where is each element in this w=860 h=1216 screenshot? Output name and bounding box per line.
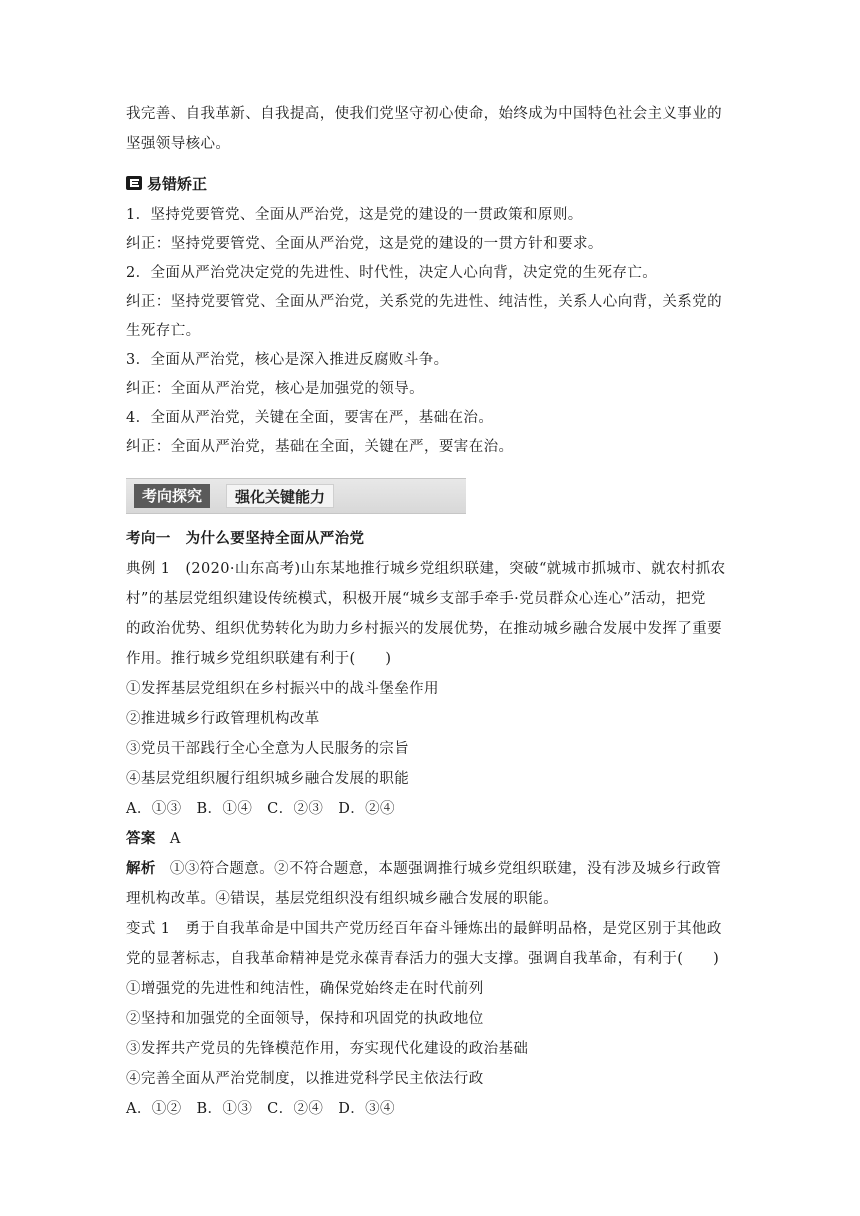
variant-line-2: 党的显著标志，自我革命精神是党永葆青春活力的强大支撑。强调自我革命，有利于( ): [126, 951, 720, 967]
example-option-3: ③党员干部践行全心全意为人民服务的宗旨: [126, 741, 410, 757]
answer-row: [126, 829, 746, 849]
banner-label: 考向探究: [134, 484, 210, 508]
variant-line-1: 变式 1 勇于自我革命是中国共产党历经百年奋斗锤炼出的最鲜明品格，是党区别于其他政: [126, 921, 722, 937]
correction-2-line-2: 生死存亡。: [126, 323, 201, 339]
example-option-1: ①发挥基层党组织在乡村振兴中的战斗堡垒作用: [126, 681, 439, 697]
example-line-2: 村”的基层党组织建设传统模式，积极开展“城乡支部手牵手·党员群众心连心”活动，把党: [126, 591, 706, 607]
example-line-1: 典例 1 (2020·山东高考)山东某地推行城乡党组织联建，突破“就城市抓城市、就农村抓农: [126, 561, 726, 577]
error-correction-title: 易错矫正: [147, 174, 208, 193]
error-correction-heading: [126, 173, 207, 193]
section-banner: [126, 478, 466, 514]
variant-option-2: ②坚持和加强党的全面领导，保持和巩固党的执政地位: [126, 1011, 484, 1027]
analysis-line-1: ①③符合题意。②不符合题意，本题强调推行城乡党组织联建，没有涉及城乡行政管: [169, 861, 722, 877]
correction-4: 纠正：全面从严治党，基础在全面，关键在严，要害在治。: [126, 439, 514, 455]
example-choices: A．①③ B．①④ C．②③ D．②④: [126, 801, 395, 817]
intro-line-1: 我完善、自我革新、自我提高，使我们党坚守初心使命，始终成为中国特色社会主义事业的: [126, 106, 722, 122]
direction-1-title: 考向一 为什么要坚持全面从严治党: [126, 531, 365, 547]
analysis-label: 解析: [126, 861, 156, 877]
variant-option-4: ④完善全面从严治党制度，以推进党科学民主依法行政: [126, 1071, 484, 1087]
correction-3: 纠正：全面从严治党，核心是加强党的领导。: [126, 381, 424, 397]
analysis-line-2: 理机构改革。④错误，基层党组织没有组织城乡融合发展的职能。: [126, 891, 559, 907]
intro-line-2: 坚强领导核心。: [126, 136, 231, 152]
correction-1: 纠正：坚持党要管党、全面从严治党，这是党的建设的一贯方针和要求。: [126, 236, 603, 252]
error-item-3: 3．全面从严治党，核心是深入推进反腐败斗争。: [126, 352, 449, 368]
error-item-4: 4．全面从严治党，关键在全面，要害在严，基础在治。: [126, 410, 494, 426]
error-item-1: 1．坚持党要管党、全面从严治党，这是党的建设的一贯政策和原则。: [126, 207, 583, 223]
example-option-4: ④基层党组织履行组织城乡融合发展的职能: [126, 771, 410, 787]
banner-subtitle: 强化关键能力: [226, 484, 334, 508]
answer-label: 答案: [126, 831, 156, 847]
variant-choices: A．①② B．①③ C．②④ D．③④: [126, 1101, 395, 1117]
variant-option-3: ③发挥共产党员的先锋模范作用，夯实现代化建设的政治基础: [126, 1041, 529, 1057]
analysis-row: [126, 859, 746, 879]
example-line-3: 的政治优势、组织优势转化为助力乡村振兴的发展优势，在推动城乡融合发展中发挥了重要: [126, 621, 722, 637]
correction-2-line-1: 纠正：坚持党要管党、全面从严治党，关系党的先进性、纯洁性，关系人心向背，关系党的: [126, 294, 722, 310]
example-line-4: 作用。推行城乡党组织联建有利于( ): [126, 651, 392, 667]
variant-option-1: ①增强党的先进性和纯洁性，确保党始终走在时代前列: [126, 981, 484, 997]
answer-value: A: [169, 831, 181, 847]
error-item-2: 2．全面从严治党决定党的先进性、时代性，决定人心向背，决定党的生死存亡。: [126, 265, 658, 281]
example-option-2: ②推进城乡行政管理机构改革: [126, 711, 320, 727]
e-section-icon: [126, 176, 142, 190]
